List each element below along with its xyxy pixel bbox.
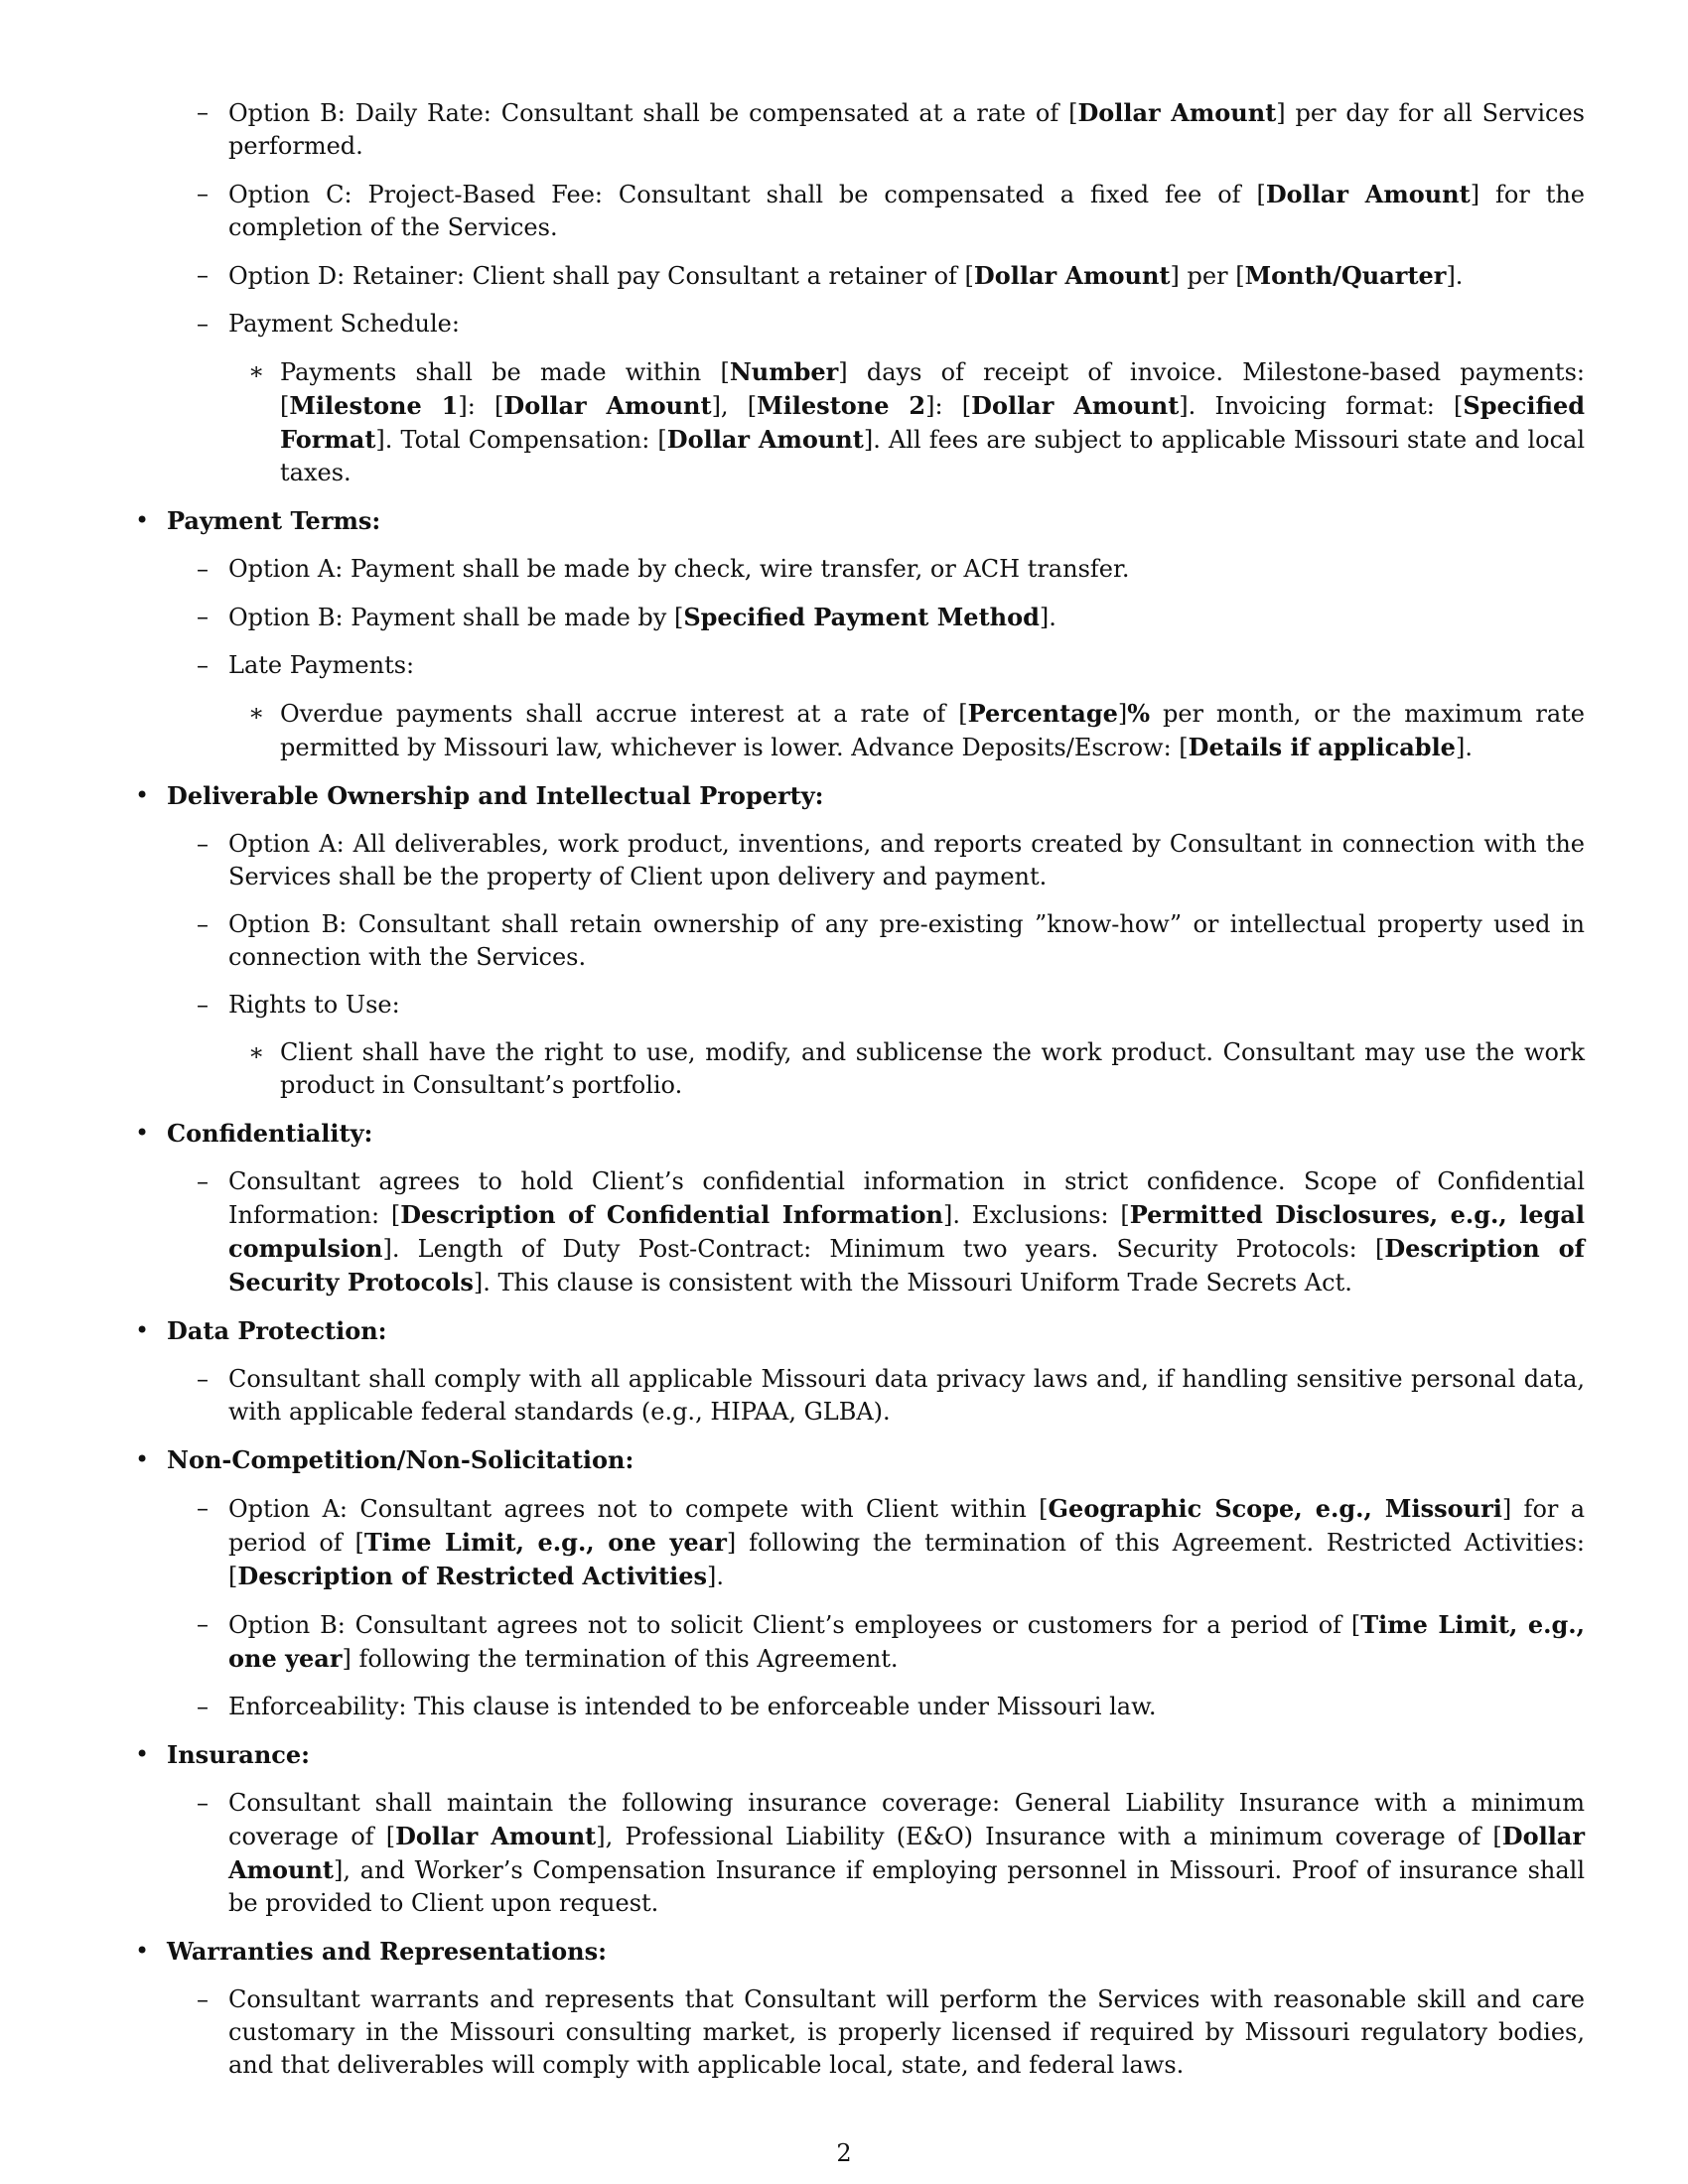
list-item: [135, 1691, 1585, 1723]
list-item: [135, 1165, 1585, 1299]
section: [135, 1117, 1585, 1299]
list-item-text: Payment Schedule:: [228, 310, 460, 338]
dash-marker: –: [197, 1494, 209, 1522]
list-item: [135, 601, 1585, 634]
bullet-marker: •: [135, 1740, 150, 1768]
placeholder-field: Dollar Amount: [1265, 180, 1471, 208]
dash-marker: –: [197, 180, 209, 207]
list-item: [135, 178, 1585, 244]
sub-list-item-text: Overdue payments shall accrue interest at a rate of [Percentage]% per month, or the maximum rate permitted by Missouri law, whichever is lower. Advance Deposits/Escrow: [Details if applicable].: [280, 699, 1585, 761]
dash-marker: –: [197, 1610, 209, 1638]
asterisk-marker: ∗: [248, 357, 265, 385]
list-item: [135, 1492, 1585, 1593]
placeholder-field: Geographic Scope, e.g., Missouri: [1048, 1494, 1502, 1523]
section: [135, 1935, 1585, 2082]
bullet-marker: •: [135, 1937, 150, 1965]
dash-marker: –: [197, 1365, 209, 1393]
sub-list-item-text: Client shall have the right to use, modify, and sublicense the work product. Consultant may use the work product in Consultant’s portfolio.: [280, 1038, 1585, 1099]
section-title: Payment Terms:: [167, 506, 381, 535]
section-title: Insurance:: [167, 1740, 311, 1769]
list-item: [135, 649, 1585, 682]
section-continuation: [135, 96, 1585, 489]
section-title: Warranties and Representations:: [167, 1937, 607, 1966]
list-item-text: Option A: All deliverables, work product, inventions, and reports created by Consultant in connection with the Services shall be the property of Client upon delivery and payment.: [228, 830, 1585, 890]
placeholder-field: Time Limit, e.g., one year: [363, 1528, 727, 1557]
bullet-marker: •: [135, 781, 150, 809]
section-title: Non-Competition/Non-Solicitation:: [167, 1445, 634, 1474]
list-item-text: Option B: Consultant agrees not to solicit Client’s employees or customers for a period of [Time Limit, e.g., one year] following the termination of this Agreement.: [228, 1610, 1585, 1673]
dash-marker: –: [197, 991, 209, 1019]
bullet-marker: •: [135, 1119, 150, 1147]
dash-marker: –: [197, 1167, 209, 1195]
placeholder-field: Dollar Amount: [973, 261, 1171, 290]
placeholder-field: Number: [729, 357, 839, 386]
section-title: Data Protection:: [167, 1316, 387, 1345]
list-item-text: Option B: Daily Rate: Consultant shall be compensated at a rate of [Dollar Amount] per day for all Services performed.: [228, 98, 1585, 160]
section-title: Deliverable Ownership and Intellectual Property:: [167, 781, 824, 810]
placeholder-field: Dollar Amount: [971, 391, 1180, 420]
sub-list-item: [135, 1036, 1585, 1102]
dash-marker: –: [197, 261, 209, 289]
list-item: [135, 96, 1585, 163]
section: [135, 504, 1585, 764]
asterisk-marker: ∗: [248, 699, 265, 727]
dash-marker: –: [197, 830, 209, 858]
dash-marker: –: [197, 1985, 209, 2013]
placeholder-field: Permitted Disclosures, e.g., legal compulsion: [228, 1200, 1586, 1263]
placeholder-field: %: [1127, 699, 1151, 728]
placeholder-field: Specified Payment Method: [683, 603, 1040, 631]
list-item-text: Late Payments:: [228, 651, 415, 679]
bullet-marker: •: [135, 506, 150, 534]
placeholder-field: Dollar Amount: [1077, 98, 1277, 127]
document-body: [135, 96, 1585, 2097]
placeholder-field: Dollar Amount: [666, 425, 864, 454]
placeholder-field: Month/Quarter: [1244, 261, 1447, 290]
placeholder-field: Milestone 1: [289, 391, 459, 420]
sub-list-item: [135, 355, 1585, 489]
placeholder-field: Dollar Amount: [395, 1822, 597, 1850]
placeholder-field: Details if applicable: [1188, 733, 1456, 761]
dash-marker: –: [197, 98, 209, 126]
list-item-text: Consultant shall maintain the following insurance coverage: General Liability Insurance with a minimum coverage of [Dollar Amount], Professional Liability (E&O) Insurance with a minimum coverage of [Dollar Amount], and Worker’s Compensation Insurance if employing personnel in Missouri. Proof of insurance shall be provided to Client upon request.: [228, 1789, 1585, 1917]
list-item-text: Option A: Consultant agrees not to compete with Client within [Geographic Scope, e.g., Missouri] for a period of [Time Limit, e.g., one year] following the termination of this Agreement. Restricted Activities: [Description of Restricted Activities].: [228, 1494, 1586, 1590]
list-item-text: Consultant agrees to hold Client’s confidential information in strict confidence. Scope of Confidential Information: [Description of Confidential Information]. Exclusions: [Permitted Disclosures, e.g., legal compulsion]. Length of Duty Post-Contract: Minimum two years. Security Protocols: [Description of Security Protocols]. This clause is consistent with the Missouri Uniform Trade Secrets Act.: [228, 1167, 1586, 1297]
list-item: [135, 908, 1585, 974]
list-item-text: Option B: Consultant shall retain ownership of any pre-existing ”know-how” or intellectual property used in connection with the Services.: [228, 910, 1585, 971]
list-item-text: Consultant shall comply with all applicable Missouri data privacy laws and, if handling sensitive personal data, with applicable federal standards (e.g., HIPAA, GLBA).: [228, 1365, 1585, 1426]
dash-marker: –: [197, 1693, 209, 1720]
dash-marker: –: [197, 651, 209, 679]
list-item: [135, 259, 1585, 293]
page-number: 2: [836, 2139, 852, 2167]
dash-marker: –: [197, 603, 209, 630]
list-item-text: Option B: Payment shall be made by [Specified Payment Method].: [228, 603, 1056, 631]
list-item-text: Rights to Use:: [228, 991, 400, 1019]
list-item-text: Option D: Retainer: Client shall pay Consultant a retainer of [Dollar Amount] per [Month/Quarter].: [228, 261, 1464, 290]
list-item-text: Enforceability: This clause is intended to be enforceable under Missouri law.: [228, 1693, 1157, 1720]
section: [135, 779, 1585, 1102]
dash-marker: –: [197, 910, 209, 938]
dash-marker: –: [197, 555, 209, 583]
list-item-text: Option C: Project-Based Fee: Consultant shall be compensated a fixed fee of [Dollar Amount] for the completion of the Services.: [228, 180, 1585, 241]
list-item: [135, 308, 1585, 341]
section: [135, 1443, 1585, 1723]
list-item: [135, 828, 1585, 893]
placeholder-field: Description of Confidential Information: [400, 1200, 943, 1229]
placeholder-field: Percentage: [967, 699, 1118, 728]
placeholder-field: Description of Security Protocols: [228, 1234, 1585, 1297]
sub-list-item-text: Payments shall be made within [Number] days of receipt of invoice. Milestone-based payments: [Milestone 1]: [Dollar Amount], [Milestone 2]: [Dollar Amount]. Invoicing format: [Specified Format]. Total Compensation: [Dollar Amount]. All fees are subject to applicable Missouri state and local taxes.: [280, 357, 1585, 486]
placeholder-field: Dollar Amount: [503, 391, 712, 420]
section: [135, 1314, 1585, 1429]
placeholder-field: Time Limit, e.g., one year: [228, 1610, 1585, 1673]
list-item: [135, 553, 1585, 586]
bullet-marker: •: [135, 1316, 150, 1344]
dash-marker: –: [197, 310, 209, 338]
list-item: [135, 989, 1585, 1022]
list-item: [135, 1363, 1585, 1429]
section-title: Confidentiality:: [167, 1119, 373, 1148]
section: [135, 1738, 1585, 1920]
sub-list-item: [135, 697, 1585, 764]
list-item: [135, 1608, 1585, 1676]
list-item-text: Consultant warrants and represents that Consultant will perform the Services with reasonable skill and care customary in the Missouri consulting market, is properly licensed if required by Missouri regulatory bodies, and that deliverables will comply with applicable local, state, and federal laws.: [228, 1985, 1585, 2079]
placeholder-field: Dollar Amount: [228, 1822, 1585, 1884]
list-item-text: Option A: Payment shall be made by check, wire transfer, or ACH transfer.: [228, 555, 1130, 583]
placeholder-field: Specified Format: [280, 391, 1585, 454]
asterisk-marker: ∗: [248, 1038, 265, 1066]
list-item: [135, 1787, 1585, 1920]
bullet-marker: •: [135, 1445, 150, 1473]
dash-marker: –: [197, 1789, 209, 1817]
placeholder-field: Description of Restricted Activities: [237, 1562, 707, 1590]
placeholder-field: Milestone 2: [757, 391, 926, 420]
list-item: [135, 1983, 1585, 2082]
